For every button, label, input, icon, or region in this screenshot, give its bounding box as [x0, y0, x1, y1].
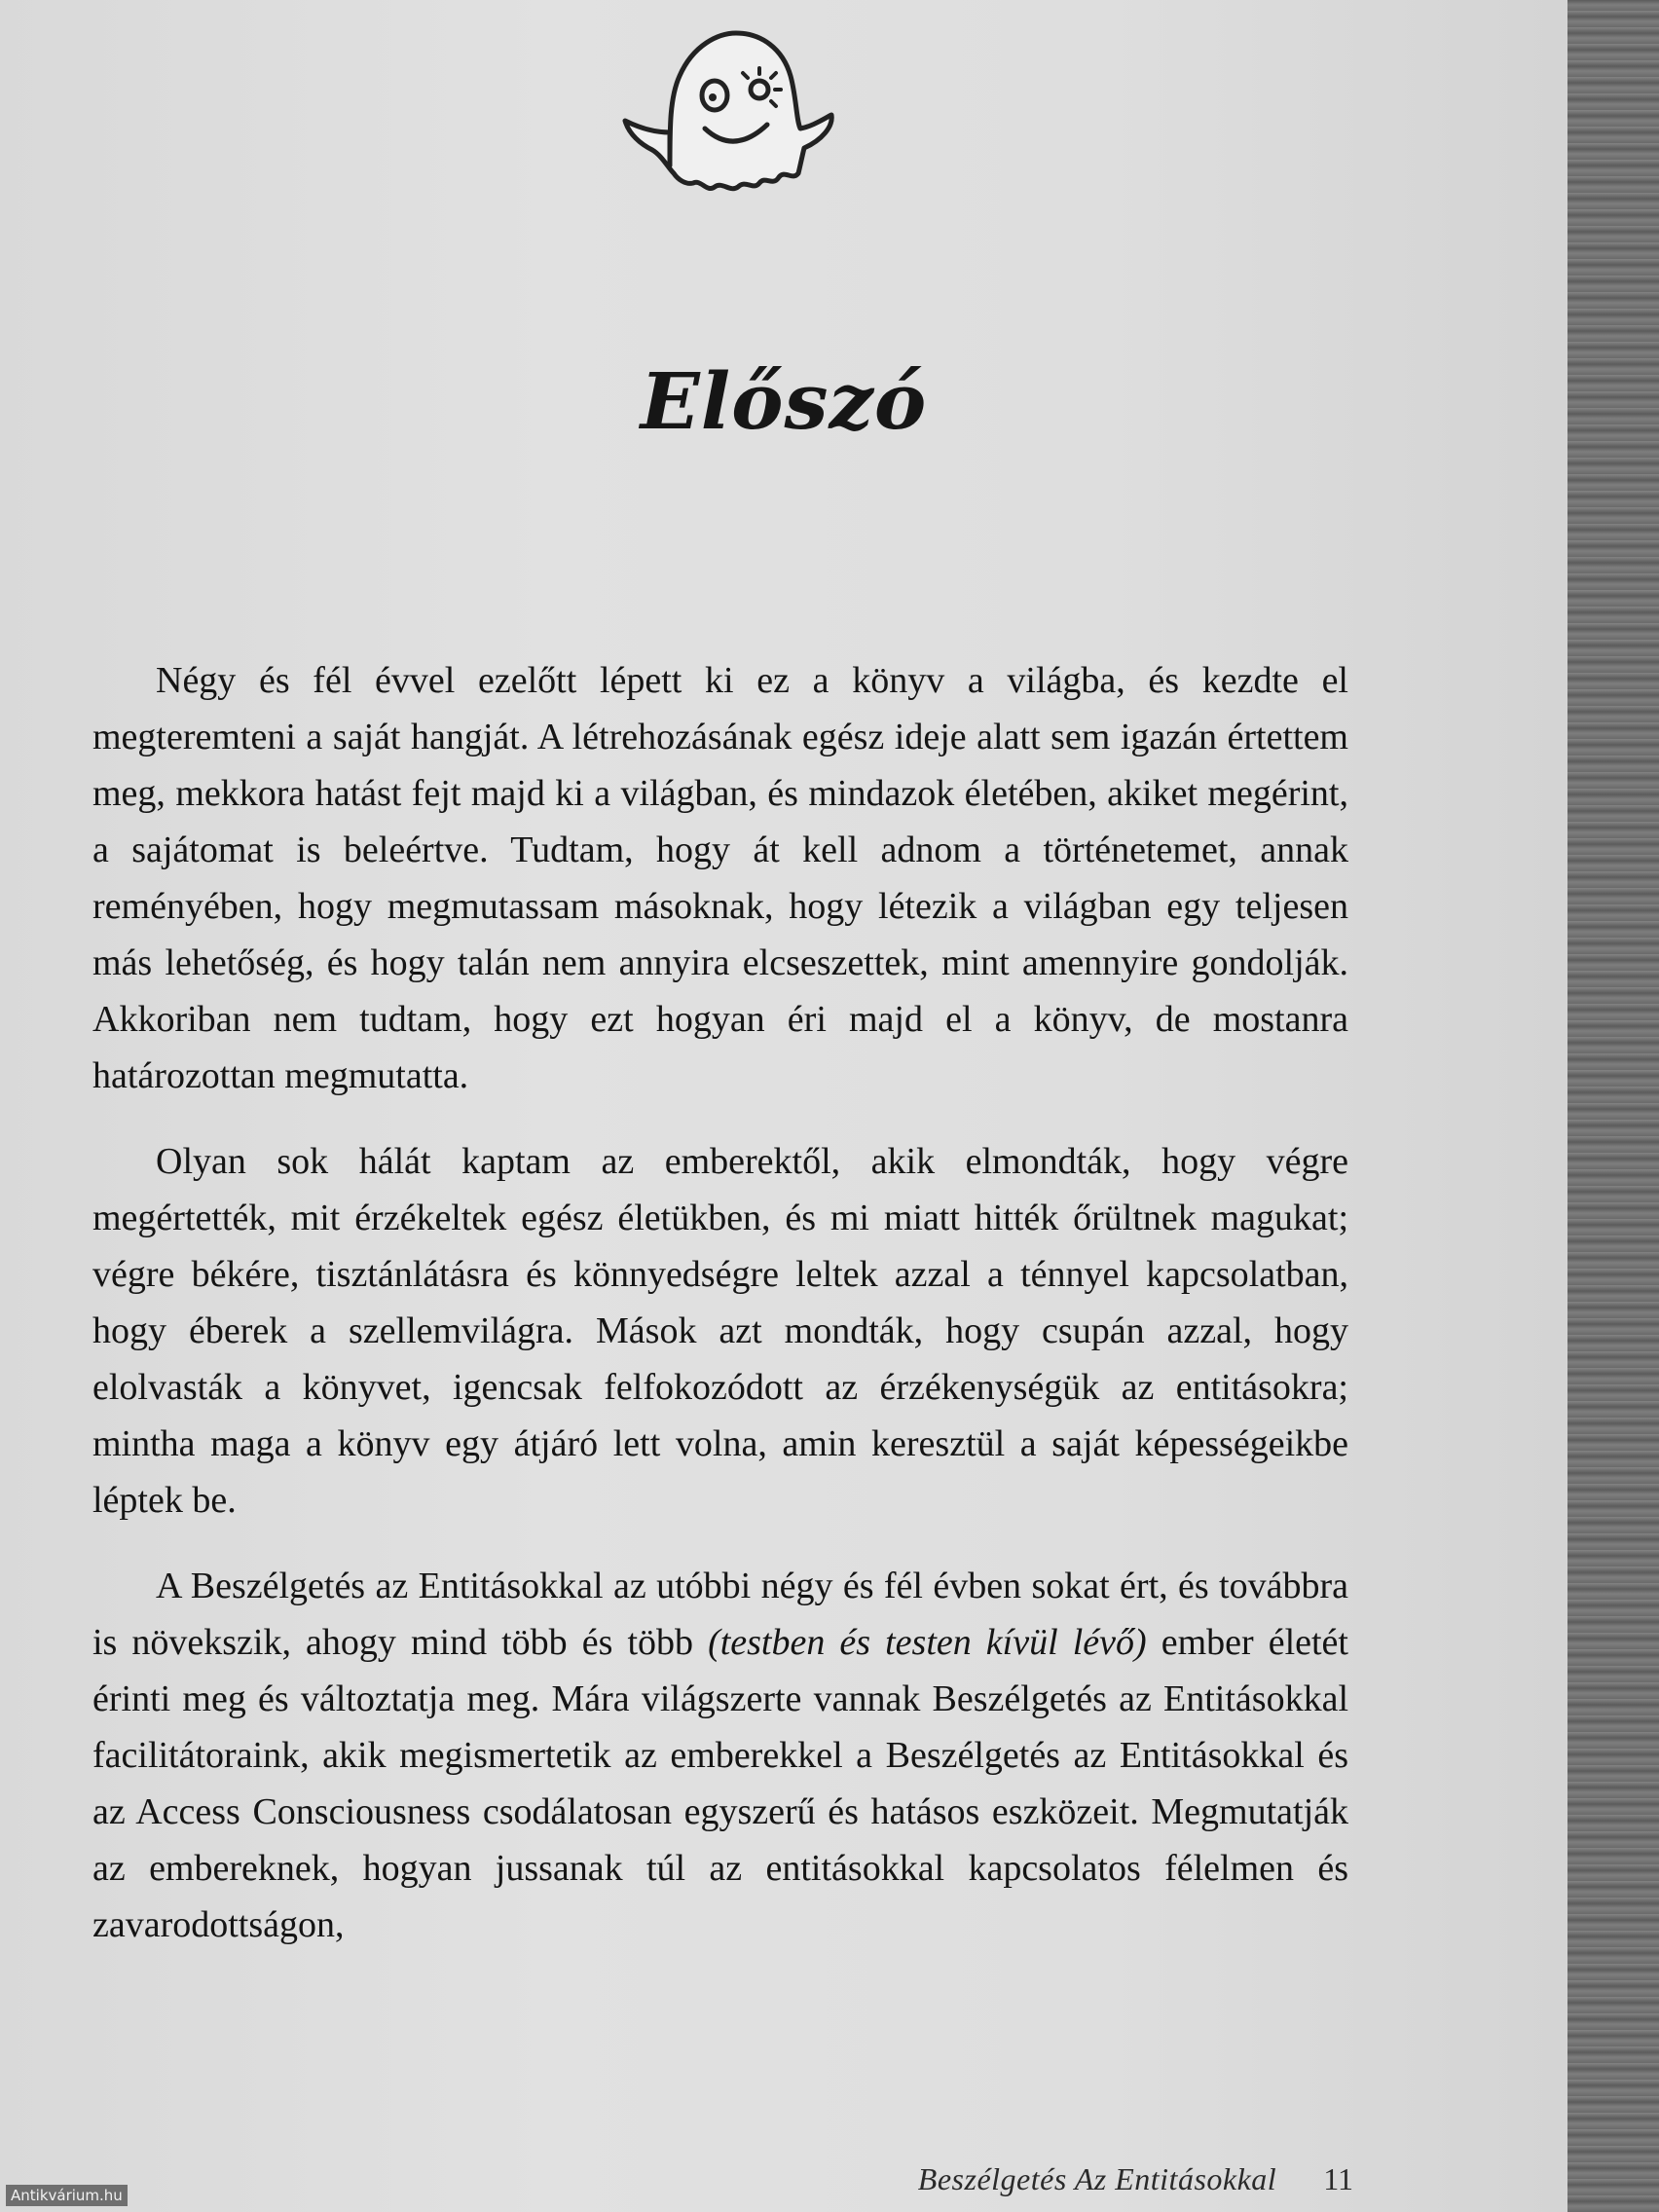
- footer-book-title: Beszélgetés Az Entitásokkal: [917, 2161, 1277, 2196]
- page-edge: [1567, 0, 1659, 2212]
- paragraph-3-text-end: ember életét érinti meg és változtatja meg. Mára világszerte vannak Beszélgetés az Entitásokkal facilitátoraink, akik megismertetik az emberekkel a Beszélgetés az Entitásokkal és az Access Consciousness csodálatosan egyszerű és hatásos eszközeit. Megmutatják az embereknek, hogyan jussanak túl az entitásokkal kapcsolatos félelmen és zavarodottságon,: [92, 1622, 1348, 1945]
- paragraph-1: [92, 652, 1348, 1104]
- paragraph-3: [92, 1558, 1348, 1953]
- ghost-icon: [613, 19, 847, 214]
- ghost-illustration: [613, 19, 847, 214]
- watermark: Antikvárium.hu: [6, 2185, 128, 2206]
- paragraph-1-text: Négy és fél évvel ezelőtt lépett ki ez a könyv a világba, és kezdte el megteremteni a saját hangját. A létrehozásának egész ideje alatt sem igazán értettem meg, mekkora hatást fejt majd ki a világban, és mindazok életében, akiket megérint, a sajátomat is beleértve. Tudtam, hogy át kell adnom a történetemet, annak reményében, hogy megmutassam másoknak, hogy létezik a világban egy teljesen más lehetőség, és hogy talán nem annyira elcseszettek, mint amennyire gondolják. Akkoriban nem tudtam, hogy ezt hogyan éri majd el a könyv, de mostanra határozottan megmutatta.: [92, 660, 1348, 1096]
- paragraph-3-italic-phrase: (testben és testen kívül lévő): [708, 1622, 1147, 1663]
- page-title: Előszó: [640, 355, 928, 447]
- paragraph-2: [92, 1133, 1348, 1529]
- body-text: [92, 652, 1348, 1982]
- page-number: 11: [1323, 2161, 1353, 2196]
- paragraph-3-text-start: A Beszélgetés az Entitásokkal az utóbbi négy és fél évben sokat ért, és továbbra is növekszik, ahogy mind több és több: [92, 1566, 1348, 1663]
- paragraph-2-text: Olyan sok hálát kaptam az emberektől, akik elmondták, hogy végre megértették, mit érzékeltek egész életükben, és mi miatt hitték őrültnek magukat; végre békére, tisztánlátásra és könnyedségre leltek azzal a ténnyel kapcsolatban, hogy éberek a szellemvilágra. Mások azt mondták, hogy csupán azzal, hogy elolvasták a könyvet, igencsak felfokozódott az érzékenységük az entitásokra; mintha maga a könyv egy átjáró lett volna, amin keresztül a saját képességeikbe léptek be.: [92, 1141, 1348, 1521]
- running-footer: [918, 2163, 1353, 2194]
